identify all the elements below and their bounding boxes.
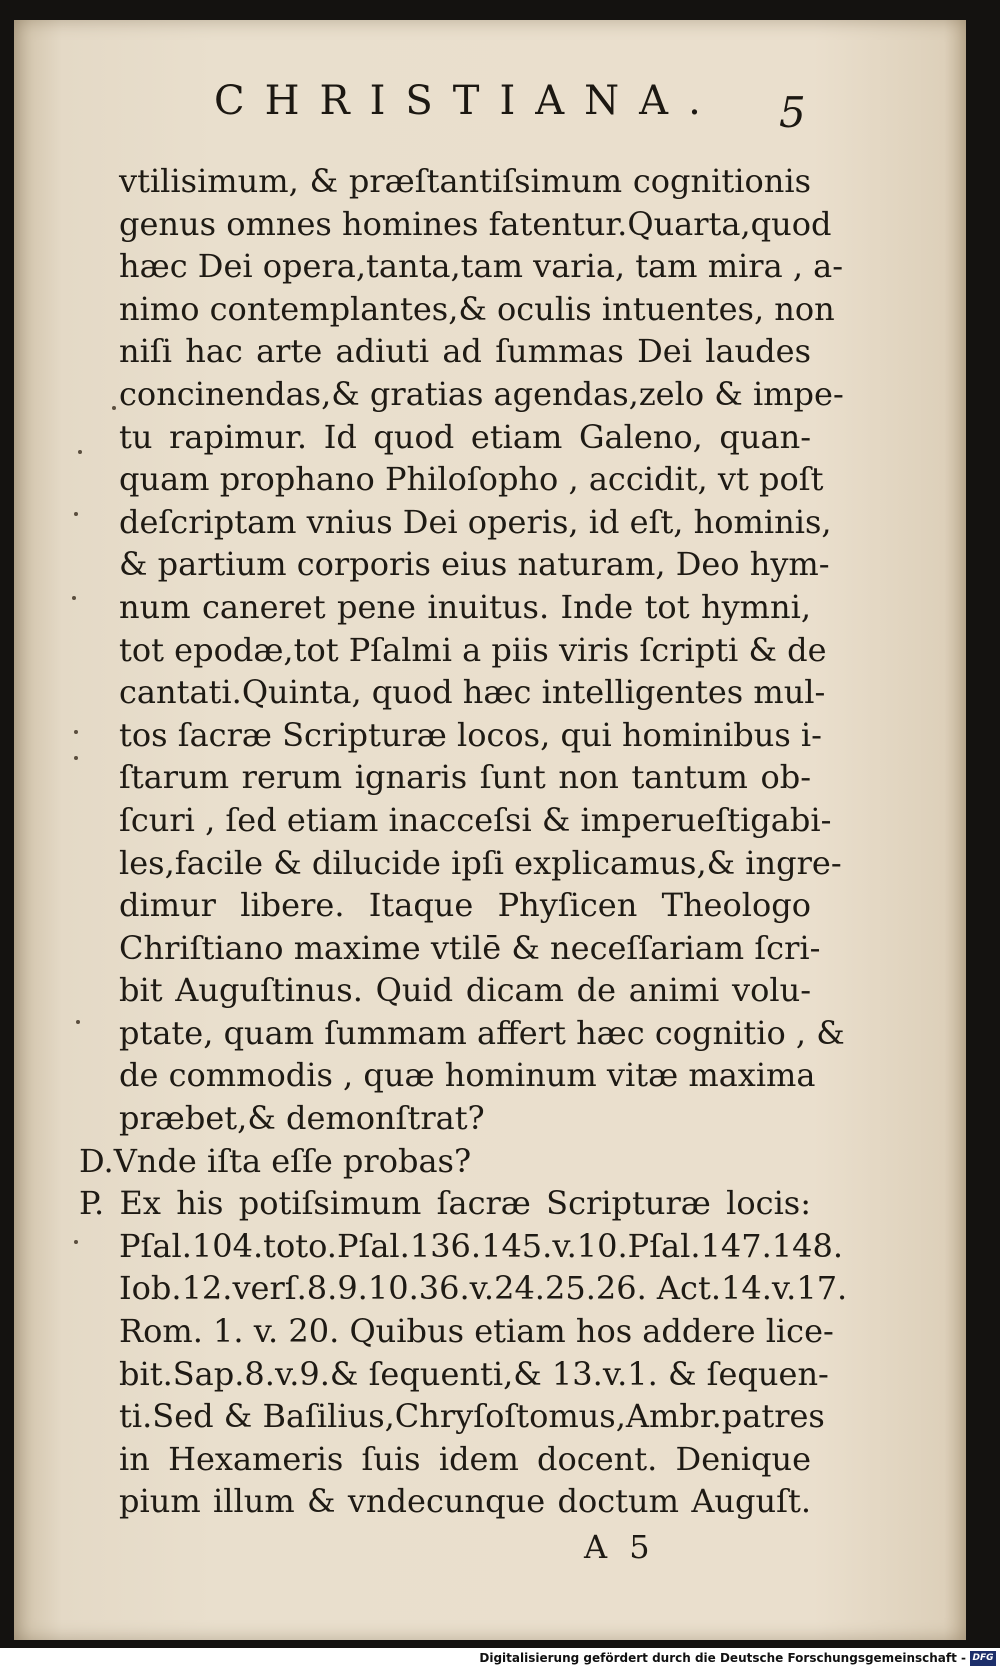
text-line: pium illum & vndecunque doctum Auguſt. <box>119 1482 811 1521</box>
text-line: Iob.12.verſ.8.9.10.36.v.24.25.26. Act.14.v.17. <box>119 1269 848 1308</box>
text-line: Chriſtiano maxime vtilē & neceſſariam ſcri- <box>119 928 821 967</box>
margin-mark <box>74 730 78 734</box>
funding-credit: Digitalisierung gefördert durch die Deutsche Forschungsgemeinschaft - <box>479 1651 966 1665</box>
text-line: & partium corporis eius naturam, Deo hym- <box>119 545 830 584</box>
signature-mark: A 5 <box>584 1528 656 1566</box>
margin-mark <box>74 1240 78 1244</box>
text-line: num caneret pene inuitus. Inde tot hymni, <box>119 587 811 626</box>
digitization-footer <box>0 1648 1000 1671</box>
page-number: 5 <box>779 88 806 137</box>
text-line: ſtarum rerum ignaris ſunt non tantum ob- <box>119 758 811 797</box>
text-line: deſcriptam vnius Dei operis, id eſt, hominis, <box>119 502 832 541</box>
body-text <box>79 160 848 1523</box>
text-line: tot epodæ,tot Pſalmi a piis viris ſcripti & de <box>119 630 827 669</box>
text-line: vtilisimum, & præſtantiſsimum cognitionis <box>119 162 811 200</box>
text-line: ſcuri , ſed etiam inacceſsi & imperueſtigabi- <box>119 800 832 839</box>
text-line: dimur libere. Itaque Phyſicen Theologo <box>119 886 811 925</box>
text-line: in Hexameris ſuis idem docent. Denique <box>119 1439 811 1478</box>
margin-mark <box>74 756 78 760</box>
book-page <box>14 20 966 1640</box>
margin-mark <box>112 406 116 410</box>
text-line: nimo contemplantes,& oculis intuentes, non <box>119 289 835 328</box>
text-line: quam prophano Philoſopho , accidit, vt poſt <box>119 460 824 499</box>
text-line: hæc Dei opera,tanta,tam varia, tam mira , a- <box>119 247 844 286</box>
running-head: CHRISTIANA. <box>214 78 721 124</box>
margin-mark <box>74 512 78 516</box>
text-line: concinendas,& gratias agendas,zelo & impe- <box>119 374 844 413</box>
speaker-line-p: P. Ex his potiſsimum ſacræ Scripturæ locis: <box>79 1184 811 1223</box>
margin-mark <box>78 450 82 454</box>
text-line: niſi hac arte adiuti ad ſummas Dei laudes <box>119 332 811 371</box>
speaker-line-d: D.Vnde iſta eſſe probas? <box>79 1141 472 1180</box>
text-line: bit Auguſtinus. Quid dicam de animi volu- <box>119 971 811 1010</box>
margin-mark <box>72 596 76 600</box>
text-line: Rom. 1. v. 20. Quibus etiam hos addere lice- <box>119 1312 834 1351</box>
dfg-logo: DFG <box>970 1651 996 1666</box>
text-line: genus omnes homines fatentur.Quarta,quod <box>119 204 832 243</box>
text-line: præbet,& demonſtrat? <box>119 1099 485 1138</box>
text-line: de commodis , quæ hominum vitæ maxima <box>119 1056 816 1095</box>
text-line: cantati.Quinta, quod hæc intelligentes mul- <box>119 673 826 712</box>
text-line: les,facile & dilucide ipſi explicamus,& ingre- <box>119 843 842 882</box>
margin-mark <box>76 1020 80 1024</box>
text-line: ptate, quam ſummam affert hæc cognitio , & <box>119 1013 845 1052</box>
text-line: ti.Sed & Baſilius,Chryſoſtomus,Ambr.patres <box>119 1397 825 1436</box>
text-line: Pſal.104.toto.Pſal.136.145.v.10.Pſal.147.148. <box>119 1226 844 1265</box>
text-line: bit.Sap.8.v.9.& ſequenti,& 13.v.1. & ſequen- <box>119 1354 829 1393</box>
text-line: tos ſacræ Scripturæ locos, qui hominibus i- <box>119 715 822 754</box>
text-line: tu rapimur. Id quod etiam Galeno, quan- <box>119 417 811 456</box>
